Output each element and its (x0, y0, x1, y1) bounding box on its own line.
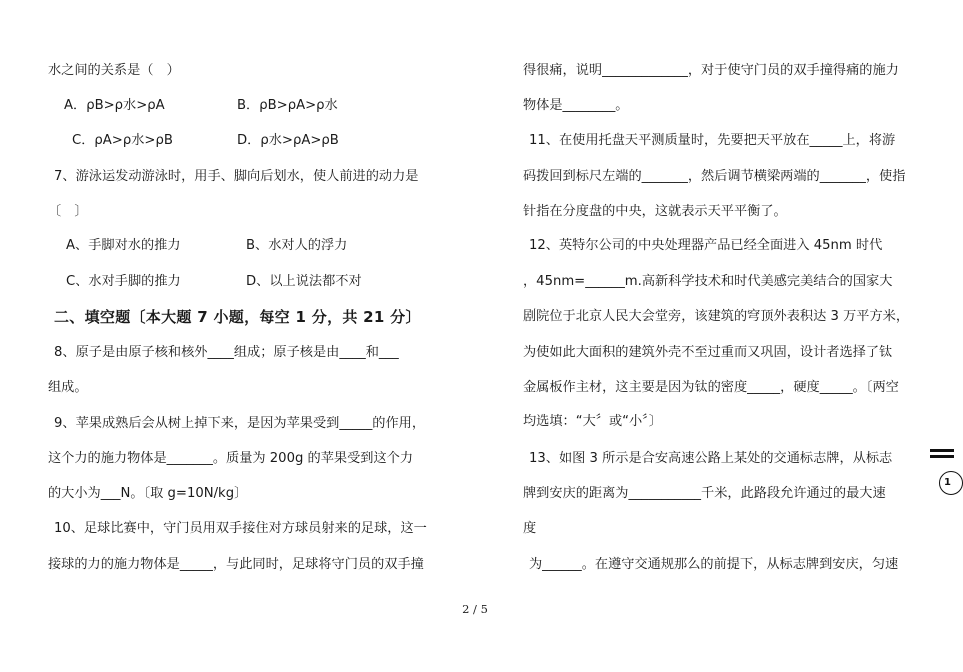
q11-line-1: 11、在使用托盘天平测质量时，先要把天平放在_____上，将游 (529, 133, 896, 148)
q7-answer-bracket: 〔 〕 (48, 204, 88, 219)
edge-rule-top (930, 449, 954, 452)
q11-line-3: 针指在分度盘的中央，这就表示天平平衡了。 (523, 204, 787, 219)
q7-stem: 7、游泳运发动游泳时，用手、脚向后划水，使人前进的动力是 (54, 169, 419, 184)
q13-line-2: 牌到安庆的距离为___________千米，此路段允许通过的最大速 (523, 486, 886, 501)
page-number: 2 / 5 (462, 602, 488, 616)
q8-line-2: 组成。 (48, 380, 88, 395)
q8-line-1: 8、原子是由原子核和核外____组成；原子核是由____和___ (54, 345, 399, 360)
q10-line-2: 接球的力的施力物体是_____，与此同时，足球将守门员的双手撞 (48, 557, 424, 572)
q6-option-b: B．ρB>ρA>ρ水 (237, 98, 338, 113)
q13-line-1: 13、如图 3 所示是合安高速公路上某处的交通标志牌，从标志 (529, 451, 893, 466)
edge-number-badge: 1 (939, 471, 963, 495)
section-heading-fill-blank: 二、填空题〔本大题 7 小题，每空 1 分，共 21 分〕 (54, 308, 421, 326)
q6-option-a: A．ρB>ρ水>ρA (64, 98, 165, 113)
q6-option-c: C．ρA>ρ水>ρB (72, 133, 173, 148)
q12-line-3: 剧院位于北京人民大会堂旁，该建筑的穹顶外表积达 3 万平方米， (523, 309, 910, 324)
q10-line-4: 物体是________。 (523, 98, 629, 113)
q12-line-1: 12、英特尔公司的中央处理器产品已经全面进入 45nm 时代 (529, 238, 883, 253)
edge-rule-bottom (930, 455, 954, 458)
q11-line-2: 码拨回到标尺左端的_______，然后调节横梁两端的_______，使指 (523, 169, 906, 184)
q9-line-1: 9、苹果成熟后会从树上掉下来，是因为苹果受到_____的作用， (54, 416, 426, 431)
q7-option-b: B、水对人的浮力 (246, 238, 348, 253)
q12-line-6: 均选填：“大〞或“小〞〕 (523, 414, 662, 429)
q13-line-3: 度 (523, 521, 537, 536)
q10-line-3: 得很痛，说明_____________，对于使守门员的双手撞得痛的施力 (523, 63, 899, 78)
q9-line-2: 这个力的施力物体是_______。质量为 200g 的苹果受到这个力 (48, 451, 414, 466)
q12-line-5: 金属板作主材，这主要是因为钛的密度_____，硬度_____。〔两空 (523, 380, 899, 395)
q6-stem-continuation: 水之间的关系是（ ） (48, 63, 180, 78)
q12-line-4: 为使如此大面积的建筑外壳不至过重而又巩固，设计者选择了钛 (523, 345, 893, 360)
q6-option-d: D．ρ水>ρA>ρB (237, 133, 339, 148)
q9-line-3: 的大小为___N。〔取 g=10N/kg〕 (48, 486, 248, 501)
q13-line-4: 为______。在遵守交通规那么的前提下，从标志牌到安庆，匀速 (529, 557, 899, 572)
q7-option-d: D、以上说法都不对 (246, 274, 362, 289)
q10-line-1: 10、足球比赛中，守门员用双手接住对方球员射来的足球，这一 (54, 521, 427, 536)
q7-option-c: C、水对手脚的推力 (66, 274, 181, 289)
q12-line-2: ，45nm=______m.高新科学技术和时代美感完美结合的国家大 (523, 274, 893, 289)
q7-option-a: A、手脚对水的推力 (66, 238, 181, 253)
